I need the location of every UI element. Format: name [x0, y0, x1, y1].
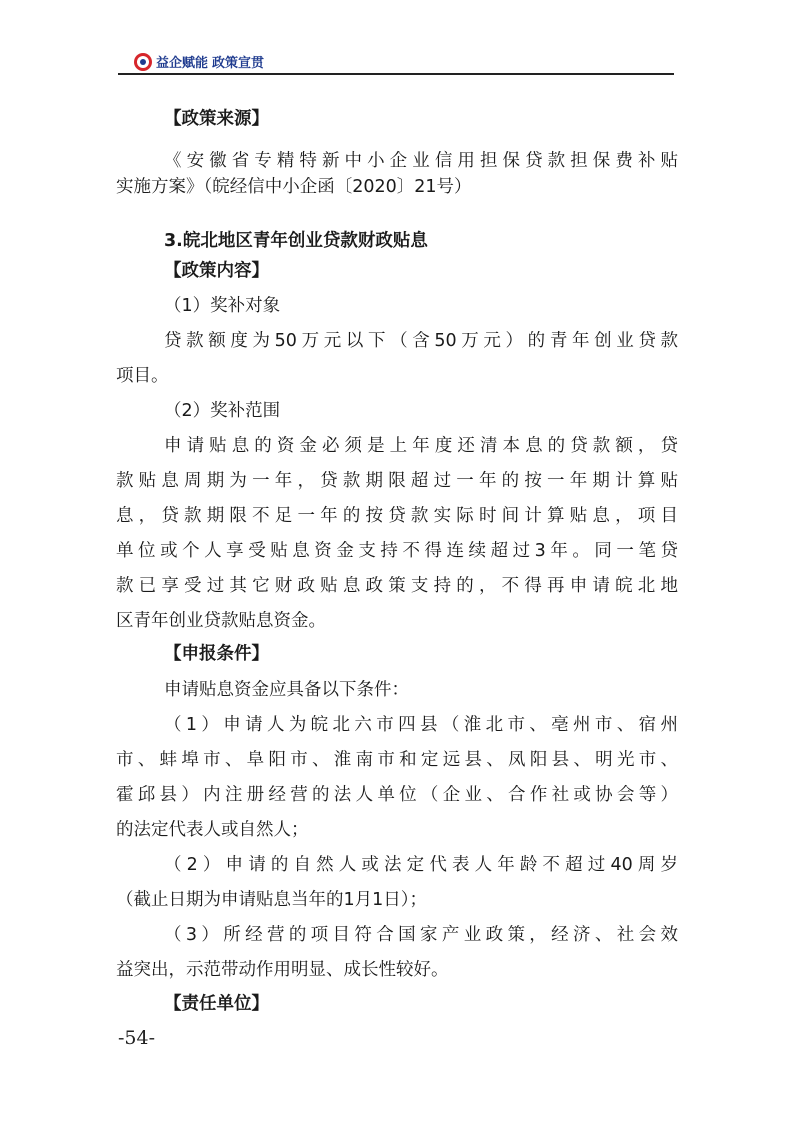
header-divider: [118, 73, 674, 75]
paragraph-line: 款已享受过其它财政贴息政策支持的，不得再申请皖北地: [116, 576, 678, 596]
paragraph-line: 益突出，示范带动作用明显、成长性较好。: [116, 960, 449, 980]
paragraph-line: 款贴息周期为一年，贷款期限超过一年的按一年期计算贴: [116, 471, 678, 491]
item-title: 3.皖北地区青年创业贷款财政贴息: [164, 231, 428, 251]
paragraph-line: 项目。: [116, 366, 169, 386]
paragraph-line: 申请贴息资金应具备以下条件：: [164, 680, 409, 700]
page-header: [118, 48, 674, 74]
paragraph-line: 霍邱县）内注册经营的法人单位（企业、合作社或协会等）: [116, 785, 678, 805]
paragraph-line: 贷款额度为50万元以下（含50万元）的青年创业贷款: [164, 331, 678, 351]
paragraph-line: 区青年创业贷款贴息资金。: [116, 611, 326, 631]
paragraph-line: 的法定代表人或自然人；: [116, 820, 309, 840]
brand-slogan: 政策宣贯: [212, 56, 265, 71]
paragraph-line: 市、蚌埠市、阜阳市、淮南市和定远县、凤阳县、明光市、: [116, 750, 678, 770]
brand-name: 益企赋能: [156, 56, 209, 71]
paragraph-line: （3）所经营的项目符合国家产业政策，经济、社会效: [164, 925, 678, 945]
paragraph-line: 申请贴息的资金必须是上年度还清本息的贷款额，贷: [164, 436, 678, 456]
paragraph-line: 息，贷款期限不足一年的按贷款实际时间计算贴息，项目: [116, 506, 678, 526]
paragraph-line: 实施方案》（皖经信中小企函〔2020〕21号）: [116, 177, 472, 197]
sub-heading: （2）奖补范围: [164, 401, 281, 421]
page-number: -54-: [118, 1027, 156, 1049]
section-heading-source: 【政策来源】: [164, 109, 269, 129]
paragraph-line: 《安徽省专精特新中小企业信用担保贷款担保费补贴: [164, 151, 678, 171]
sub-heading: （1）奖补对象: [164, 296, 281, 316]
section-heading-content: 【政策内容】: [164, 261, 269, 281]
section-heading-conditions: 【申报条件】: [164, 644, 269, 664]
paragraph-line: （截止日期为申请贴息当年的1月1日）；: [116, 890, 428, 910]
brand-logo: [134, 52, 264, 71]
paragraph-line: （1）申请人为皖北六市四县（淮北市、亳州市、宿州: [164, 715, 678, 735]
paragraph-line: 单位或个人享受贴息资金支持不得连续超过3年。同一笔贷: [116, 541, 678, 561]
brand-emblem-icon: [134, 53, 152, 71]
paragraph-line: （2）申请的自然人或法定代表人年龄不超过40周岁: [164, 855, 678, 875]
section-heading-responsible: 【责任单位】: [164, 994, 269, 1014]
